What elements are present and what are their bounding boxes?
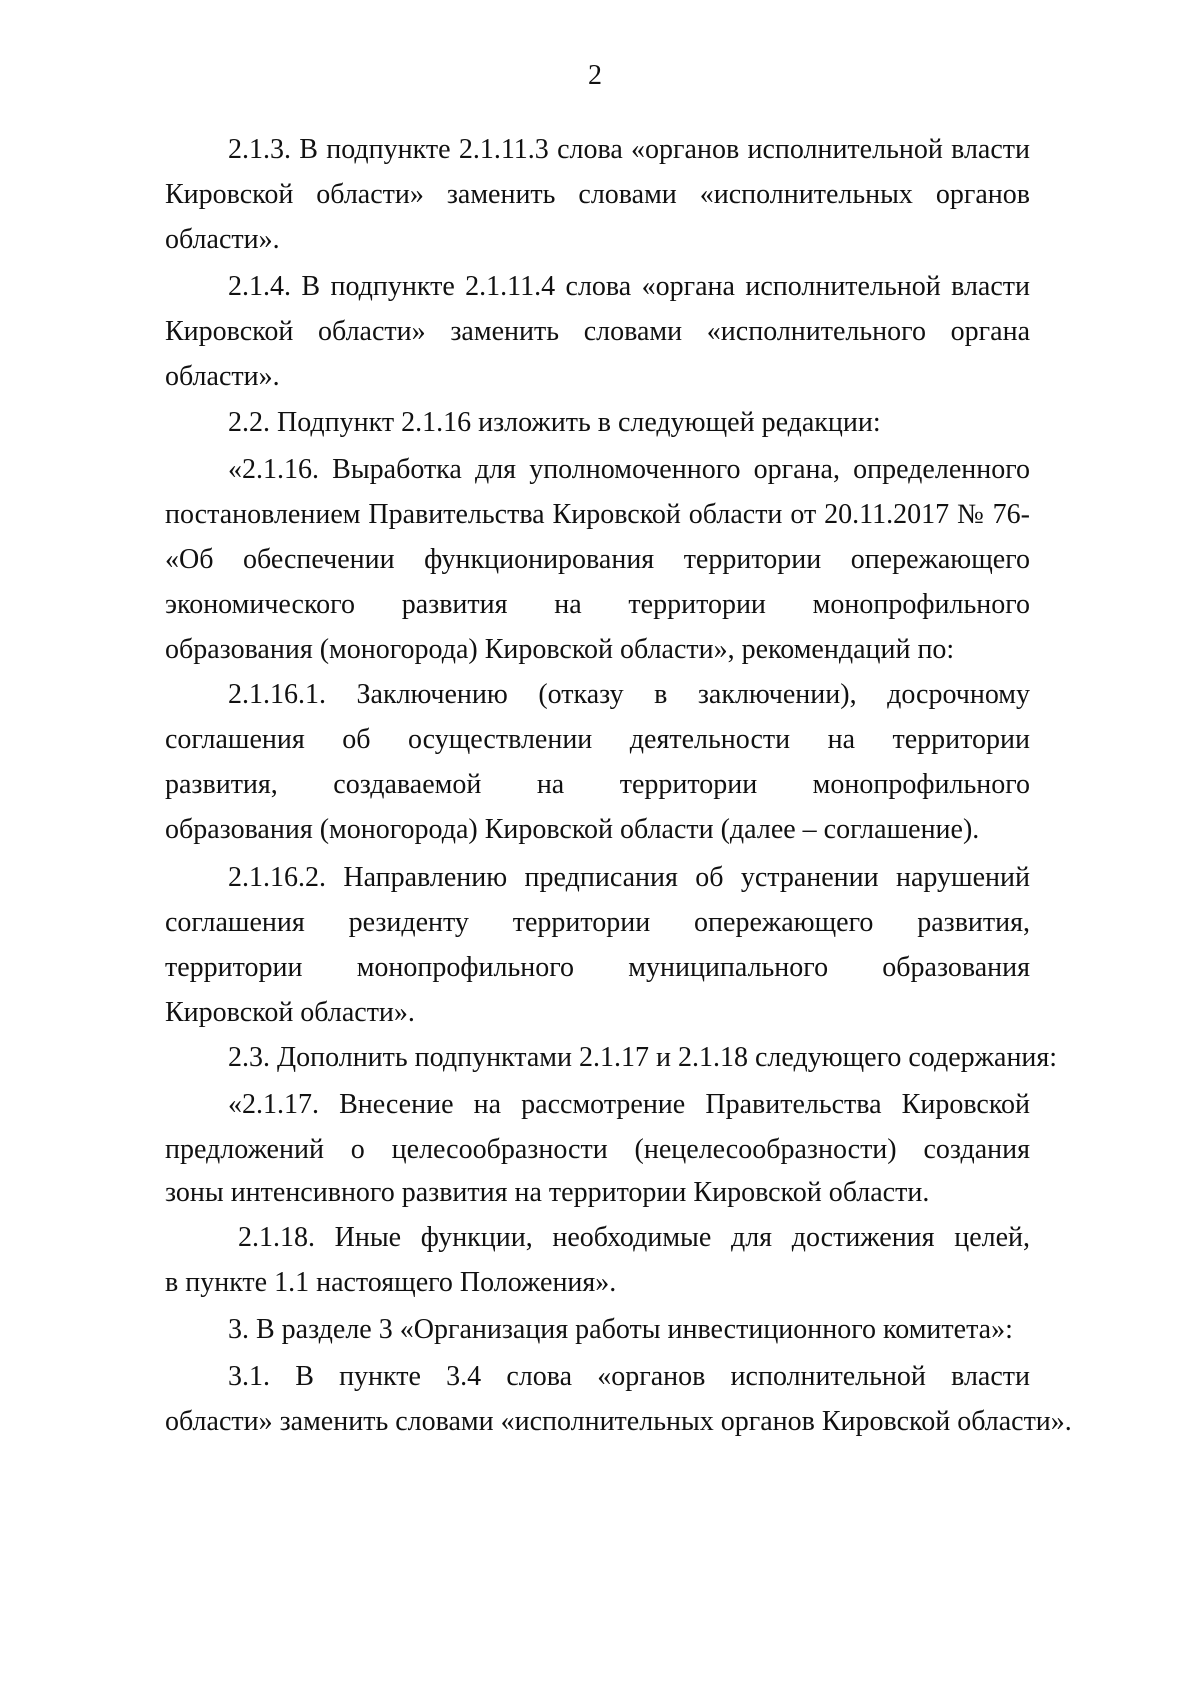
text-line: Кировской области» заменить словами «исполнительного органа: [165, 316, 1030, 347]
text-line: 2.1.18. Иные функции, необходимые для достижения целей,: [238, 1222, 1030, 1253]
text-line: соглашения об осуществлении деятельности на территории: [165, 724, 1030, 755]
text-line: соглашения резиденту территории опережающего развития,: [165, 907, 1030, 938]
text-line: 2.3. Дополнить подпунктами 2.1.17 и 2.1.18 следующего содержания:: [228, 1042, 1058, 1073]
text-line: 2.1.3. В подпункте 2.1.11.3 слова «органов исполнительной власти: [228, 134, 1030, 165]
text-line: Кировской области» заменить словами «исполнительных органов: [165, 179, 1030, 210]
text-line: 2.1.16.2. Направлению предписания об устранении нарушений: [228, 862, 1030, 893]
text-line: в пункте 1.1 настоящего Положения».: [165, 1267, 617, 1298]
text-line: образования (моногорода) Кировской области (далее – соглашение).: [165, 814, 980, 845]
page-number: 2: [588, 60, 602, 91]
text-line: 2.1.4. В подпункте 2.1.11.4 слова «органа исполнительной власти: [228, 271, 1030, 302]
text-line: развития, создаваемой на территории монопрофильного: [165, 769, 1030, 800]
text-line: 3.1. В пункте 3.4 слова «органов исполнительной власти: [228, 1361, 1030, 1392]
text-line: «Об обеспечении функционирования территории опережающего: [165, 544, 1030, 575]
text-line: территории монопрофильного муниципального образования: [165, 952, 1030, 983]
text-line: постановлением Правительства Кировской области от 20.11.2017 № 76-: [165, 499, 1030, 530]
text-line: «2.1.16. Выработка для уполномоченного органа, определенного: [228, 454, 1030, 485]
text-line: области».: [165, 224, 280, 255]
text-line: зоны интенсивного развития на территории Кировской области.: [165, 1177, 930, 1208]
text-line: образования (моногорода) Кировской области», рекомендаций по:: [165, 634, 955, 665]
text-line: «2.1.17. Внесение на рассмотрение Правительства Кировской: [228, 1089, 1030, 1120]
text-line: Кировской области».: [165, 997, 415, 1028]
text-line: 3. В разделе 3 «Организация работы инвестиционного комитета»:: [228, 1314, 1013, 1345]
text-line: области» заменить словами «исполнительных органов Кировской области».: [165, 1406, 1072, 1437]
text-line: предложений о целесообразности (нецелесообразности) создания: [165, 1134, 1030, 1165]
text-line: 2.2. Подпункт 2.1.16 изложить в следующей редакции:: [228, 407, 881, 438]
text-line: 2.1.16.1. Заключению (отказу в заключении), досрочному: [228, 679, 1030, 710]
text-line: области».: [165, 361, 280, 392]
text-line: экономического развития на территории монопрофильного: [165, 589, 1030, 620]
